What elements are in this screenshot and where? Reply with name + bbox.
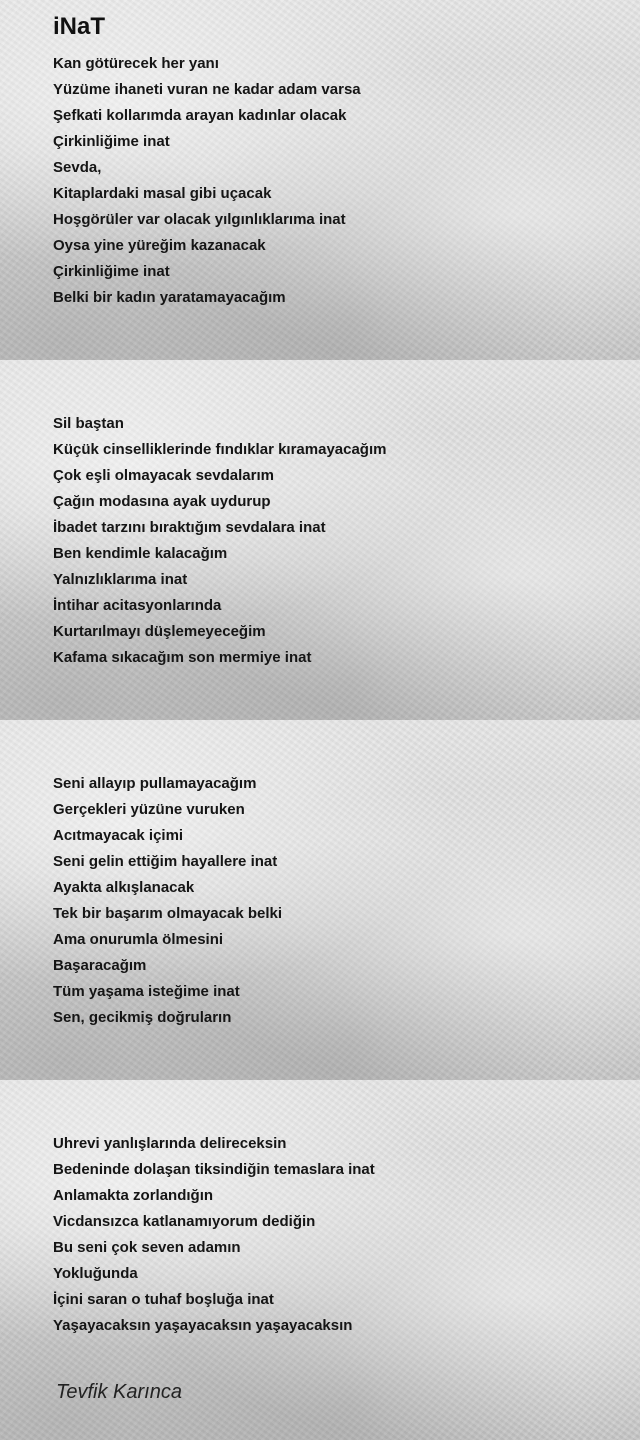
poem-line: İçini saran o tuhaf boşluğa inat [53,1291,274,1308]
poem-line: Oysa yine yüreğim kazanacak [53,237,266,254]
poem-line: Bedeninde dolaşan tiksindiğin temaslara inat [53,1161,375,1178]
poem-line: Sen, gecikmiş doğruların [53,1009,232,1026]
author-name: Tevfik Karınca [56,1381,182,1403]
poem-panel-4 [0,1080,640,1440]
poem-line: Hoşgörüler var olacak yılgınlıklarıma inat [53,211,346,228]
poem-line: Kurtarılmayı düşlemeyeceğim [53,623,266,640]
poem-line: Yokluğunda [53,1265,138,1282]
poem-line: İntihar acitasyonlarında [53,597,222,614]
poem-line: Kitaplardaki masal gibi uçacak [53,185,272,202]
poem-line: Kafama sıkacağım son mermiye inat [53,649,312,666]
poem-line: Çok eşli olmayacak sevdalarım [53,467,274,484]
poem-panel-2 [0,360,640,720]
poem-line: Çirkinliğime inat [53,133,170,150]
stanza-1 [53,51,361,311]
poem-line: Gerçekleri yüzüne vuruken [53,801,245,818]
poem-line: Belki bir kadın yaratamayacağım [53,289,286,306]
poem-line: Seni gelin ettiğim hayallere inat [53,853,278,870]
poem-line: Ayakta alkışlanacak [53,879,195,896]
poem-line: Kan götürecek her yanı [53,55,219,72]
poem-line: Sil baştan [53,415,124,432]
poem-line: Ama onurumla ölmesini [53,931,224,948]
poem-line: Çağın modasına ayak uydurup [53,493,271,510]
poem-panel-1 [0,0,640,360]
poem-line: İbadet tarzını bıraktığım sevdalara inat [53,519,326,536]
poem-line: Ben kendimle kalacağım [53,545,228,562]
poem-line: Acıtmayacak içimi [53,827,184,844]
poem-line: Başaracağım [53,957,147,974]
poem-line: Tüm yaşama isteğime inat [53,983,240,1000]
poem-line: Tek bir başarım olmayacak belki [53,905,283,922]
poem-panel-3 [0,720,640,1080]
poem-line: Şefkati kollarımda arayan kadınlar olacak [53,107,347,124]
poem-line: Bu seni çok seven adamın [53,1239,241,1256]
poem-line: Yüzüme ihaneti vuran ne kadar adam varsa [53,81,361,98]
stanza-3 [53,771,282,1031]
poem-line: Sevda, [53,159,102,176]
poem-title: iNaT [53,13,106,40]
poem-line: Seni allayıp pullamayacağım [53,775,257,792]
poem-line: Yalnızlıklarıma inat [53,571,188,588]
stanza-2 [53,411,386,671]
poem-line: Çirkinliğime inat [53,263,170,280]
poem-line: Küçük cinselliklerinde fındıklar kıramayacağım [53,441,387,458]
poem-line: Yaşayacaksın yaşayacaksın yaşayacaksın [53,1317,353,1334]
poem-line: Uhrevi yanlışlarında delireceksin [53,1135,287,1152]
poem-line: Vicdansızca katlanamıyorum dediğin [53,1213,316,1230]
poem-line: Anlamakta zorlandığın [53,1187,214,1204]
stanza-4 [53,1131,375,1339]
